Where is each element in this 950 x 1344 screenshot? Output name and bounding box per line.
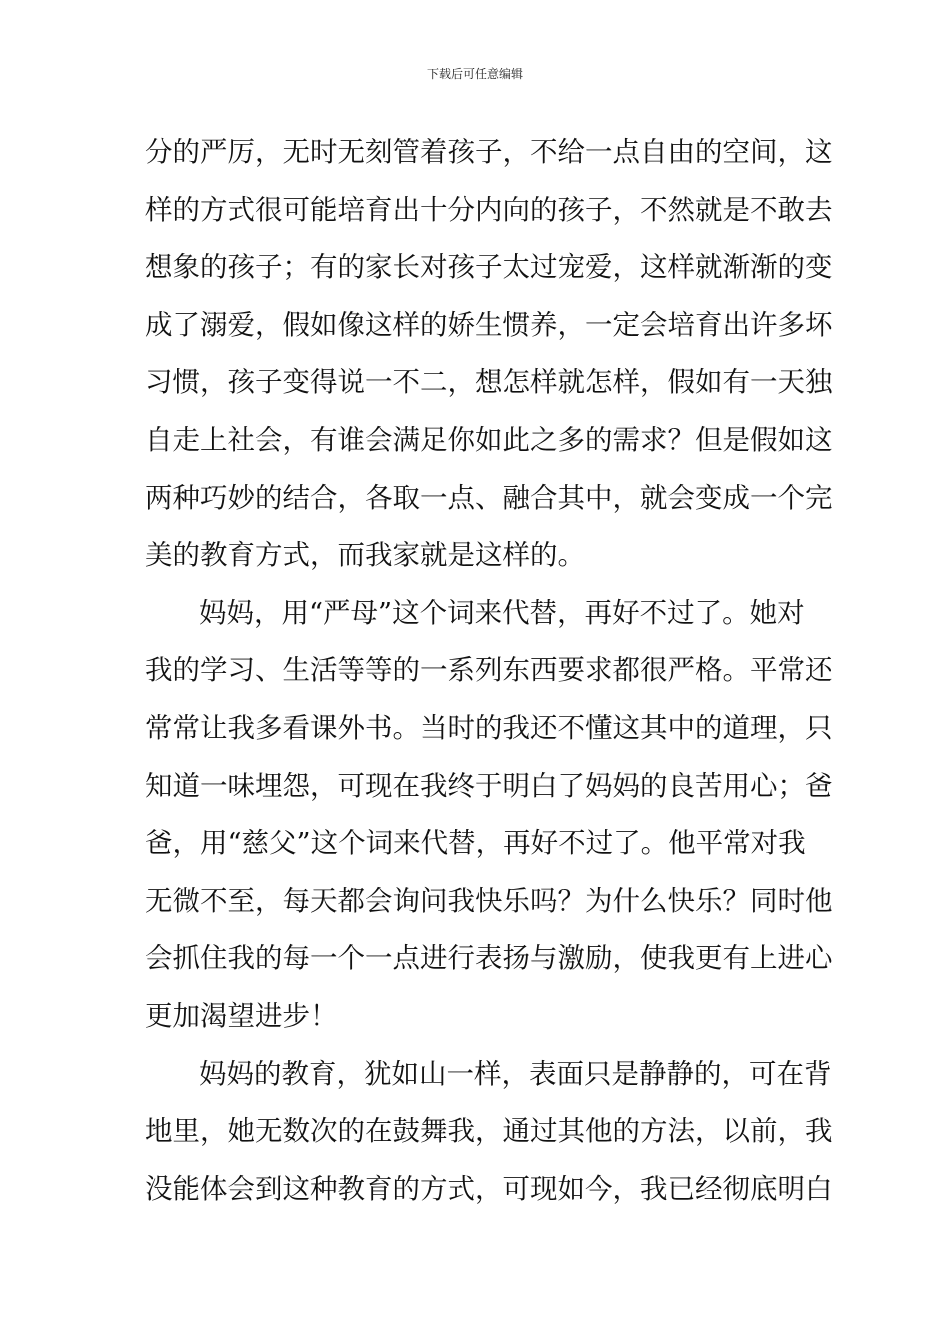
text-line: 爸，用“慈父”这个词来代替，再好不过了。他平常对我 bbox=[145, 827, 806, 860]
text-line: 美的教育方式，而我家就是这样的。 bbox=[145, 539, 585, 572]
text-line: 自走上社会，有谁会满足你如此之多的需求？但是假如这 bbox=[145, 423, 833, 456]
text-line: 妈妈，用“严母”这个词来代替，再好不过了。她对 bbox=[199, 596, 805, 629]
text-line: 我的学习、生活等等的一系列东西要求都很严格。平常还 bbox=[145, 654, 833, 687]
text-line: 地里，她无数次的在鼓舞我，通过其他的方法，以前，我 bbox=[145, 1115, 833, 1148]
text-line: 没能体会到这种教育的方式，可现如今，我已经彻底明白 bbox=[145, 1172, 833, 1205]
text-line: 无微不至，每天都会询问我快乐吗？为什么快乐？同时他 bbox=[145, 884, 833, 917]
text-line: 样的方式很可能培育出十分内向的孩子，不然就是不敢去 bbox=[145, 193, 833, 226]
page-header: 下载后可任意编辑 bbox=[426, 67, 523, 81]
text-line: 两种巧妙的结合，各取一点、融合其中，就会变成一个完 bbox=[145, 481, 833, 514]
text-line: 习惯，孩子变得说一不二，想怎样就怎样，假如有一天独 bbox=[145, 366, 833, 399]
text-line: 妈妈的教育，犹如山一样，表面只是静静的，可在背 bbox=[199, 1057, 832, 1090]
text-line: 成了溺爱，假如像这样的娇生惯养，一定会培育出许多坏 bbox=[145, 308, 833, 341]
paragraph bbox=[145, 585, 833, 1046]
text-line: 分的严厉，无时无刻管着孩子，不给一点自由的空间，这 bbox=[145, 136, 833, 168]
paragraph bbox=[145, 1046, 833, 1219]
text-line: 常常让我多看课外书。当时的我还不懂这其中的道理，只 bbox=[145, 711, 833, 744]
text-line: 会抓住我的每一个一点进行表扬与激励，使我更有上进心 bbox=[145, 942, 833, 975]
paragraph bbox=[145, 124, 833, 585]
text-line: 更加渴望进步！ bbox=[145, 999, 338, 1032]
text-line: 想象的孩子；有的家长对孩子太过宠爱，这样就渐渐的变 bbox=[145, 251, 833, 284]
text-line: 知道一味埋怨，可现在我终于明白了妈妈的良苦用心；爸 bbox=[145, 769, 833, 802]
document-body bbox=[145, 124, 833, 1218]
